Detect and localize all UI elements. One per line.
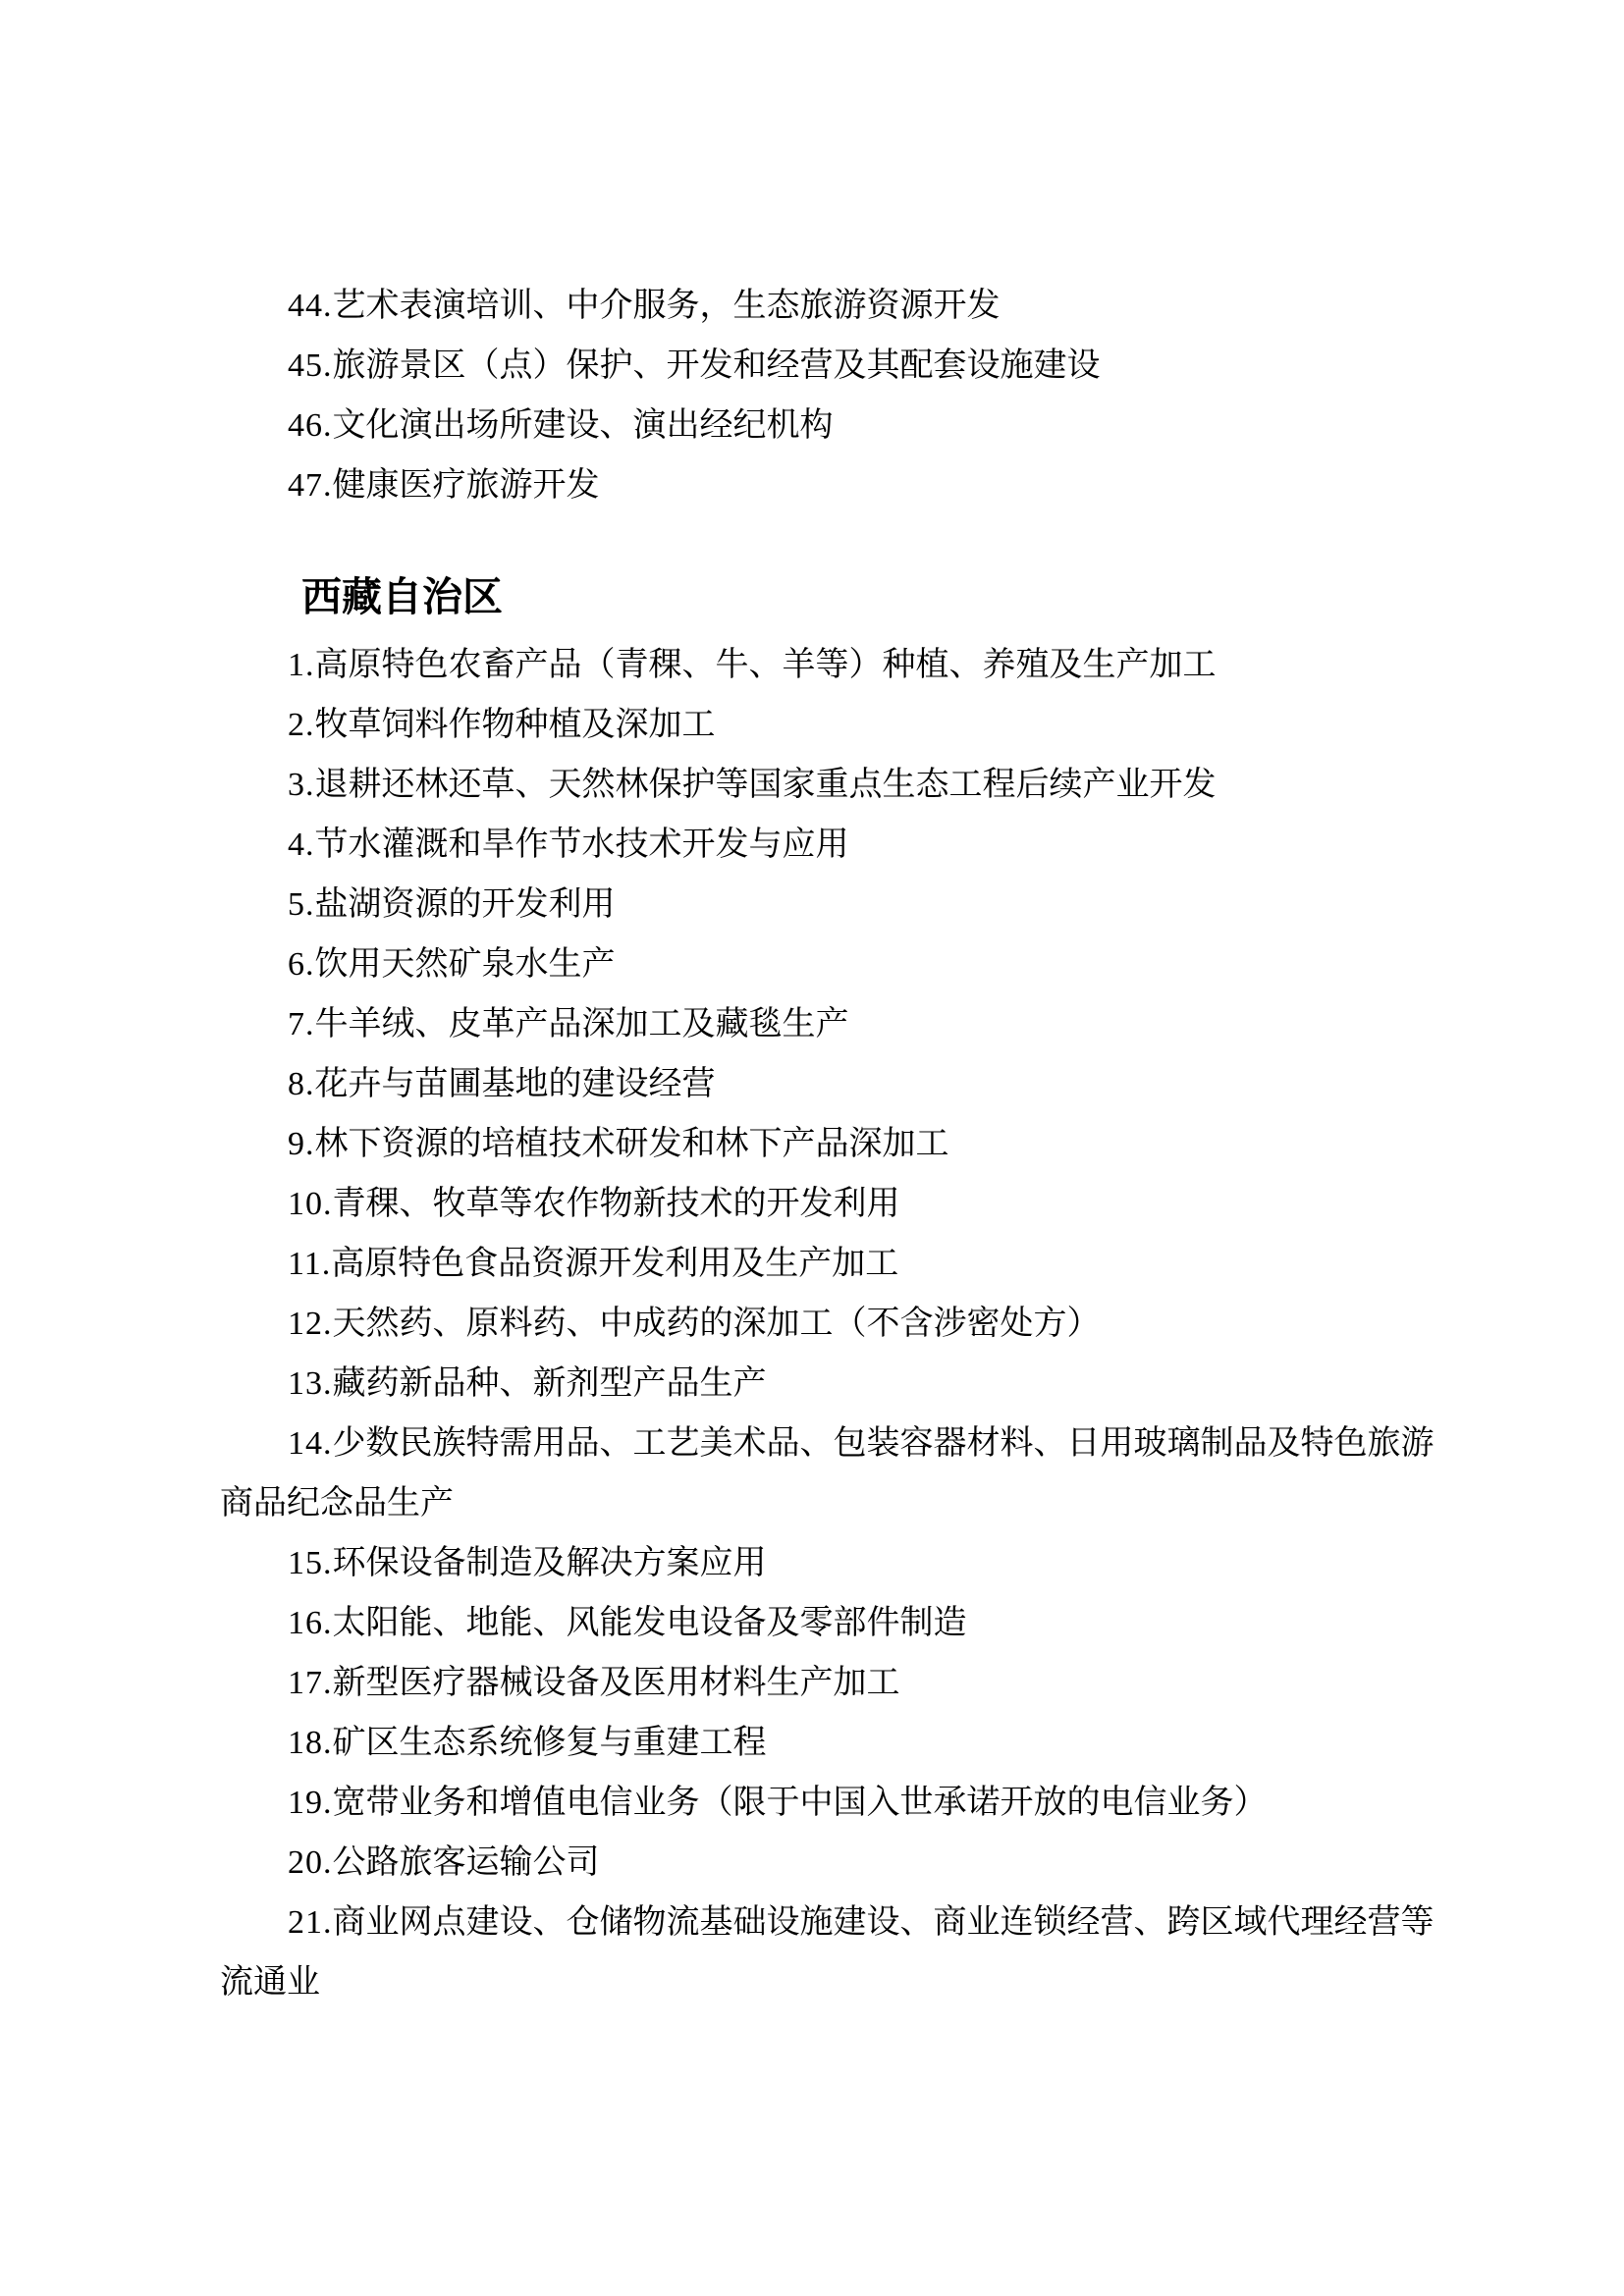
list-item (220, 695, 1442, 755)
item-number: 47. (288, 467, 333, 504)
list-item (220, 1174, 1442, 1234)
item-text: 花卉与苗圃基地的建设经营 (314, 1066, 716, 1102)
item-text: 商业网点建设、仓储物流基础设施建设、商业连锁经营、跨区域代理经营等流通业 (220, 1904, 1435, 2001)
item-number: 12. (288, 1306, 333, 1342)
item-text: 高原特色食品资源开发利用及生产加工 (331, 1246, 899, 1282)
list-item (220, 1893, 1442, 2012)
list-item (220, 396, 1442, 455)
list-item (220, 1593, 1442, 1653)
item-text: 宽带业务和增值电信业务（限于中国入世承诺开放的电信业务） (332, 1785, 1268, 1821)
list-item (220, 1833, 1442, 1893)
item-number: 1. (288, 647, 315, 683)
list-item (220, 1533, 1442, 1593)
item-text: 牧草饲料作物种植及深加工 (314, 707, 716, 743)
item-number: 10. (288, 1186, 333, 1222)
section-heading: 西藏自治区 (301, 574, 503, 619)
item-number: 13. (288, 1365, 333, 1402)
item-text: 高原特色农畜产品（青稞、牛、羊等）种植、养殖及生产加工 (314, 647, 1217, 683)
item-number: 19. (288, 1785, 333, 1821)
item-text: 林下资源的培植技术研发和林下产品深加工 (314, 1126, 949, 1162)
item-text: 青稞、牧草等农作物新技术的开发利用 (332, 1186, 900, 1222)
item-text: 天然药、原料药、中成药的深加工（不含涉密处方） (332, 1306, 1101, 1342)
item-number: 4. (288, 827, 315, 863)
list-item (220, 276, 1442, 336)
item-number: 2. (288, 707, 315, 743)
item-number: 46. (288, 407, 333, 444)
list-item (220, 635, 1442, 695)
item-text: 矿区生态系统修复与重建工程 (332, 1725, 767, 1761)
list-item (220, 934, 1442, 994)
list-item (220, 755, 1442, 815)
item-text: 旅游景区（点）保护、开发和经营及其配套设施建设 (332, 347, 1101, 384)
item-text: 健康医疗旅游开发 (332, 467, 600, 504)
item-text: 藏药新品种、新剂型产品生产 (332, 1365, 767, 1402)
item-text: 太阳能、地能、风能发电设备及零部件制造 (332, 1605, 967, 1641)
list-item (220, 1054, 1442, 1114)
page-content (220, 0, 1442, 2012)
item-text: 少数民族特需用品、工艺美术品、包装容器材料、日用玻璃制品及特色旅游商品纪念品生产 (220, 1425, 1435, 1522)
item-text: 牛羊绒、皮革产品深加工及藏毯生产 (314, 1006, 849, 1042)
item-text: 盐湖资源的开发利用 (314, 886, 616, 923)
item-number: 14. (288, 1425, 333, 1462)
list-item (220, 336, 1442, 396)
item-text: 饮用天然矿泉水生产 (314, 946, 616, 983)
item-number: 15. (288, 1545, 333, 1581)
item-number: 45. (288, 347, 333, 384)
item-text: 新型医疗器械设备及医用材料生产加工 (332, 1665, 900, 1701)
list-tibet-section (220, 635, 1442, 2012)
list-item (220, 1414, 1442, 1533)
item-number: 5. (288, 886, 315, 923)
item-text: 文化演出场所建设、演出经纪机构 (332, 407, 834, 444)
list-item (220, 1294, 1442, 1354)
item-text: 艺术表演培训、中介服务，生态旅游资源开发 (332, 288, 1001, 324)
item-number: 11. (288, 1246, 332, 1282)
item-text: 节水灌溉和旱作节水技术开发与应用 (314, 827, 849, 863)
list-item (220, 1773, 1442, 1833)
item-number: 7. (288, 1006, 315, 1042)
list-item (220, 1114, 1442, 1174)
list-item (220, 815, 1442, 875)
item-number: 18. (288, 1725, 333, 1761)
item-number: 21. (288, 1904, 333, 1941)
item-number: 16. (288, 1605, 333, 1641)
list-previous-section (220, 0, 1442, 515)
item-text: 公路旅客运输公司 (332, 1844, 600, 1881)
list-item (220, 1354, 1442, 1414)
list-item (220, 1713, 1442, 1773)
item-number: 3. (288, 767, 315, 803)
item-text: 环保设备制造及解决方案应用 (332, 1545, 767, 1581)
list-item (220, 1234, 1442, 1294)
item-number: 44. (288, 288, 333, 324)
item-text: 退耕还林还草、天然林保护等国家重点生态工程后续产业开发 (314, 767, 1217, 803)
list-item (220, 875, 1442, 934)
item-number: 6. (288, 946, 315, 983)
item-number: 17. (288, 1665, 333, 1701)
list-item (220, 1653, 1442, 1713)
item-number: 9. (288, 1126, 315, 1162)
list-item (220, 994, 1442, 1054)
list-item (220, 455, 1442, 515)
item-number: 8. (288, 1066, 315, 1102)
item-number: 20. (288, 1844, 333, 1881)
